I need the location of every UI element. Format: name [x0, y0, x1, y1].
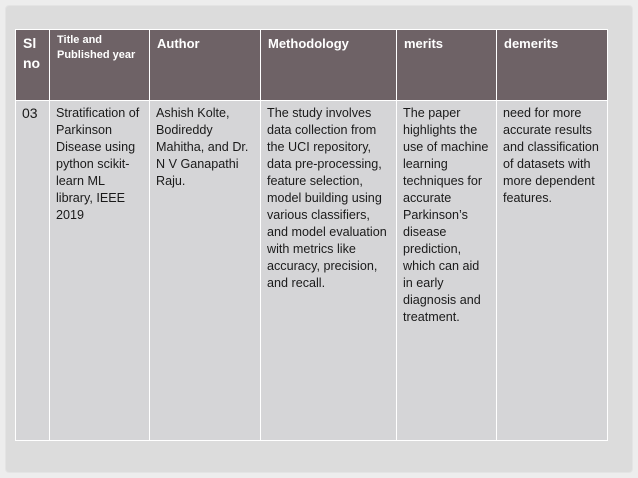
cell-demerits: need for more accurate results and classification of datasets with more dependent features.	[497, 101, 608, 441]
cell-author: Ashish Kolte, Bodireddy Mahitha, and Dr. N V Ganapathi Raju.	[150, 101, 261, 441]
header-demerits: demerits	[497, 30, 608, 101]
header-sl-no: Sl no	[16, 30, 50, 101]
header-merits: merits	[397, 30, 497, 101]
cell-merits: The paper highlights the use of machine learning techniques for accurate Parkinson’s disease prediction, which can aid in early diagnosis and treatment.	[397, 101, 497, 441]
table-header-row	[16, 30, 608, 101]
cell-sl-no: 03	[16, 101, 50, 441]
header-author: Author	[150, 30, 261, 101]
header-title-year: Title and Published year	[50, 30, 150, 101]
cell-methodology: The study involves data collection from the UCI repository, data pre-processing, feature selection, model building using various classifiers, and model evaluation with metrics like accuracy, precision, and recall.	[261, 101, 397, 441]
table-row	[16, 101, 608, 441]
cell-title-year: Stratification of Parkinson Disease using python scikit-learn ML library, IEEE 2019	[50, 101, 150, 441]
literature-review-table	[15, 29, 608, 441]
header-methodology: Methodology	[261, 30, 397, 101]
slide-background	[6, 6, 632, 472]
